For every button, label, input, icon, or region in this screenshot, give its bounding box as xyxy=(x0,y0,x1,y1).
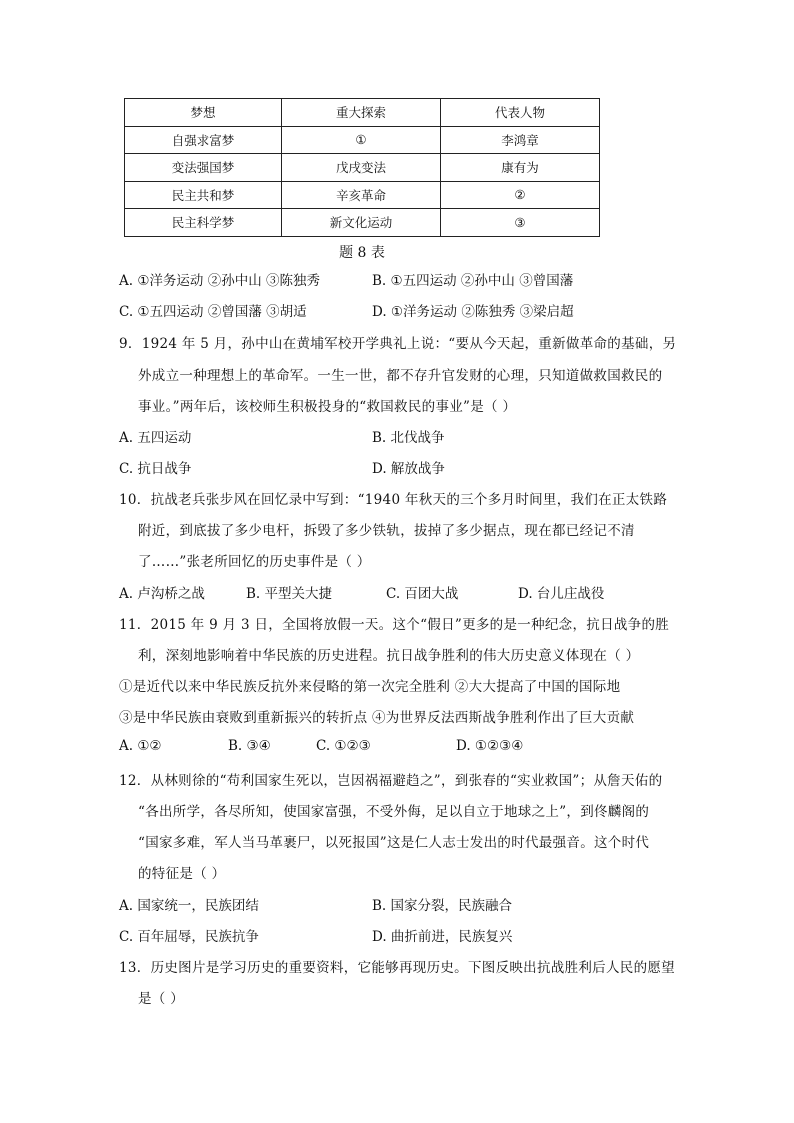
q12-option-c: C. 百年屈辱，民族抗争 xyxy=(119,929,259,945)
table-cell: ② xyxy=(441,181,600,209)
q8-option-c: C. ①五四运动 ②曾国藩 ③胡适 xyxy=(119,304,307,320)
q8-option-d: D. ①洋务运动 ②陈独秀 ③梁启超 xyxy=(372,304,574,320)
table-cell: 自强求富梦 xyxy=(125,126,282,154)
q9-stem-line: 外成立一种理想上的革命军。一生一世，都不存升官发财的心理，只知道做救国救民的 xyxy=(138,368,663,384)
q11-option-b: B. ③④ xyxy=(228,738,271,754)
q11-statement-line: ③是中华民族由衰败到重新振兴的转折点 ④为世界反法西斯战争胜利作出了巨大贡献 xyxy=(119,710,635,726)
q12-stem-line: 的特征是（ ） xyxy=(138,866,226,882)
table-row xyxy=(125,209,600,237)
q9-option-c: C. 抗日战争 xyxy=(119,461,192,477)
q12-stem-line: 12．从林则徐的“苟利国家生死以，岂因祸福避趋之”，到张春的“实业救国”；从詹天佑的 xyxy=(119,773,663,789)
q12-option-d: D. 曲折前进，民族复兴 xyxy=(372,929,513,945)
q12-option-b: B. 国家分裂，民族融合 xyxy=(372,898,513,914)
q9-stem-line: 事业。”两年后，该校师生积极投身的“救国救民的事业”是（ ） xyxy=(138,399,517,415)
table-cell: 民主科学梦 xyxy=(125,209,282,237)
q8-option-a: A. ①洋务运动 ②孙中山 ③陈独秀 xyxy=(119,273,321,289)
q10-stem-line: 了……”张老所回忆的历史事件是（ ） xyxy=(138,554,371,570)
table-row xyxy=(125,154,600,182)
table-header-cell: 梦想 xyxy=(125,99,282,127)
q10-option-b: B. 平型关大捷 xyxy=(246,586,333,602)
q9-option-a: A. 五四运动 xyxy=(119,430,192,446)
table-cell: 康有为 xyxy=(441,154,600,182)
q9-stem-line: 9．1924 年 5 月，孙中山在黄埔军校开学典礼上说：“要从今天起，重新做革命的基础，另 xyxy=(119,336,677,352)
q11-option-d: D. ①②③④ xyxy=(456,738,524,754)
table-cell: 戊戌变法 xyxy=(282,154,441,182)
table-cell: 辛亥革命 xyxy=(282,181,441,209)
table-header-row xyxy=(125,99,600,127)
q13-stem-line: 是（ ） xyxy=(138,991,184,1007)
table-header-cell: 重大探索 xyxy=(282,99,441,127)
q11-stem-line: 利，深刻地影响着中华民族的历史进程。抗日战争胜利的伟大历史意义体现在（ ） xyxy=(138,648,640,664)
q12-option-a: A. 国家统一，民族团结 xyxy=(119,898,259,914)
table-caption: 题 8 表 xyxy=(339,245,385,261)
table-cell: 李鸿章 xyxy=(441,126,600,154)
table-cell: ③ xyxy=(441,209,600,237)
table-header-cell: 代表人物 xyxy=(441,99,600,127)
q11-stem-line: 11．2015 年 9 月 3 日，全国将放假一天。这个“假日”更多的是一种纪念，抗日战争的胜 xyxy=(119,617,670,633)
q11-option-c: C. ①②③ xyxy=(316,738,371,754)
table-row xyxy=(125,181,600,209)
q12-stem-line: “各出所学，各尽所知，使国家富强，不受外侮，足以自立于地球之上”，到佟麟阁的 xyxy=(138,804,650,820)
q13-stem-line: 13．历史图片是学习历史的重要资料，它能够再现历史。下图反映出抗战胜利后人民的愿望 xyxy=(119,960,675,976)
q10-option-c: C. 百团大战 xyxy=(386,586,459,602)
q10-stem-line: 附近，到底拔了多少电杆，拆毁了多少铁轨，拔掉了多少据点，现在都已经记不清 xyxy=(138,523,635,539)
q11-statement-line: ①是近代以来中华民族反抗外来侵略的第一次完全胜利 ②大大提高了中国的国际地 xyxy=(119,679,621,695)
q9-option-d: D. 解放战争 xyxy=(372,461,445,477)
table-cell: ① xyxy=(282,126,441,154)
table-cell: 民主共和梦 xyxy=(125,181,282,209)
table-cell: 新文化运动 xyxy=(282,209,441,237)
q9-option-b: B. 北伐战争 xyxy=(372,430,445,446)
q10-option-d: D. 台儿庄战役 xyxy=(518,586,605,602)
table-cell: 变法强国梦 xyxy=(125,154,282,182)
q12-stem-line: “国家多难，军人当马革裹尸，以死报国”这是仁人志士发出的时代最强音。这个时代 xyxy=(138,835,650,851)
question-8-table xyxy=(124,98,600,237)
q8-option-b: B. ①五四运动 ②孙中山 ③曾国藩 xyxy=(372,273,574,289)
q11-option-a: A. ①② xyxy=(119,738,162,754)
table-row xyxy=(125,126,600,154)
q10-option-a: A. 卢沟桥之战 xyxy=(119,586,205,602)
q10-stem-line: 10．抗战老兵张步风在回忆录中写到：“1940 年秋天的三个多月时间里，我们在正太铁路 xyxy=(119,492,668,508)
